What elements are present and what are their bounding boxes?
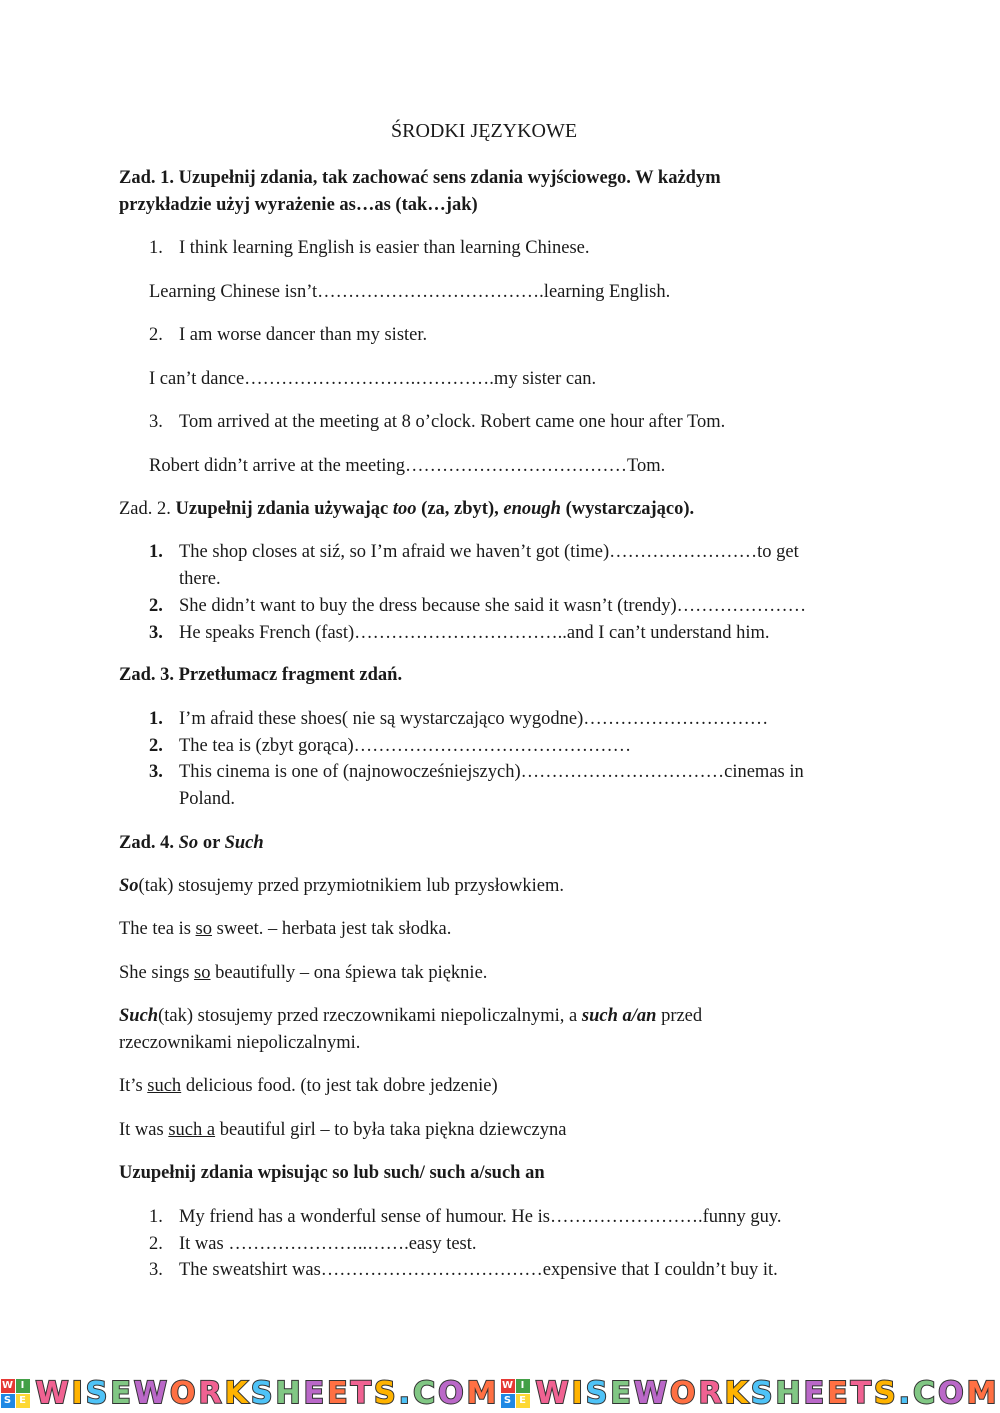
zad2-item-2 [149,593,806,620]
such-a-an-term: such a/an [581,1006,657,1026]
item-number: 3. [149,762,163,782]
item-text: Tom arrived at the meeting at 8 o’clock. Robert came one hour after Tom. [179,412,726,432]
watermark-letter: R [698,1376,725,1411]
watermark-letter: O [669,1376,699,1411]
brand-logo-icon [501,1379,530,1408]
watermark-letter: T [350,1376,375,1411]
zad1-heading-line2: przykładzie użyj wyrażenie as…as (tak…jak) [119,195,478,215]
zad3-heading: Zad. 3. Przetłumacz fragment zdań. [119,665,403,685]
ex-underlined: such [147,1076,182,1096]
brand-logo-icon [1,1379,30,1408]
item-number: 2. [149,736,163,756]
zad1-item-2 [149,322,427,349]
watermark-letter: S [85,1376,111,1411]
watermark-letter: R [198,1376,225,1411]
watermark-letter: E [827,1376,851,1411]
zad4-such: Such [224,833,264,853]
watermark-letter: S [250,1376,276,1411]
zad2-heading [119,496,694,523]
item-number: 2. [149,596,163,616]
zad4-item-2 [149,1231,477,1258]
page-title: ŚRODKI JĘZYKOWE [391,120,578,142]
such-rule-text: (tak) stosujemy przed rzeczownikami niepoliczalnymi, a [158,1006,582,1026]
item-number: 3. [149,412,163,432]
watermark-letter: S [374,1376,399,1411]
watermark-letter: H [275,1376,304,1411]
ex-text: She sings [119,963,195,983]
zad2-item-3 [149,620,770,647]
watermark-letter: I [571,1376,586,1411]
item-text: She didn’t want to buy the dress because she said it wasn’t (trendy)………………… [179,596,807,616]
zad4-so: So [178,833,199,853]
zad3-item-3 [149,759,804,786]
watermark-letter: S [750,1376,776,1411]
watermark-letter: M [966,1376,1000,1411]
ex-underlined: so [195,919,212,939]
zad1-heading-line1: Zad. 1. Uzupełnij zdania, tak zachować sens zdania wyjściowego. W każdym [119,168,721,188]
ex-text: delicious food. (to jest tak dobre jedzenie) [181,1076,498,1096]
watermark-letter: C [413,1376,439,1411]
logo-cell: W [2,1380,14,1391]
watermark-letter: C [913,1376,939,1411]
zad4-heading [119,830,264,857]
logo-cell: S [501,1394,515,1408]
zad4-task-heading: Uzupełnij zdania wpisując so lub such/ such a/such an [119,1163,545,1183]
watermark-letter: K [724,1376,751,1411]
item-text: I’m afraid these shoes( nie są wystarczająco wygodne)………………………… [179,709,769,729]
item-text: I think learning English is easier than learning Chinese. [179,238,590,258]
watermark-letter: W [35,1376,72,1411]
watermark-letter: E [303,1376,328,1411]
item-number: 1. [149,542,163,562]
watermark-letter: . [398,1376,414,1411]
zad2-heading-b: (za, zbyt), [416,499,504,519]
watermark-letter: S [585,1376,611,1411]
watermark-letter: . [898,1376,914,1411]
such-example-1 [119,1073,498,1100]
item-text: My friend has a wonderful sense of humour. He is…………………….funny guy. [179,1207,782,1227]
watermark-letter: E [803,1376,828,1411]
zad1-item-3 [149,409,725,436]
zad2-item-1-cont: there. [179,569,221,589]
item-text: I am worse dancer than my sister. [179,325,428,345]
item-number: 1. [149,709,163,729]
so-rule-text: (tak) stosujemy przed przymiotnikiem lub przysłowkiem. [138,876,564,896]
item-text: He speaks French (fast)……………………………..and I can’t understand him. [179,623,770,643]
ex-underlined: such a [168,1120,216,1140]
watermark-letter: S [874,1376,899,1411]
logo-cell: S [1,1394,15,1408]
zad2-prefix: Zad. 2. [119,499,176,519]
watermark-letter: M [466,1376,500,1411]
so-rule [119,873,564,900]
item-text: The sweatshirt was………………………………expensive that I couldn’t buy it. [179,1260,778,1280]
logo-cell: I [16,1379,30,1393]
ex-text: sweet. – herbata jest tak słodka. [212,919,452,939]
logo-cell: W [502,1380,514,1391]
ex-text: It was [119,1120,169,1140]
zad2-item-1 [149,539,799,566]
logo-cell: I [516,1379,530,1393]
so-term: So [119,876,139,896]
ex-text: beautiful girl – to była taka piękna dziewczyna [215,1120,567,1140]
zad2-heading-c: (wystarczająco). [560,499,695,519]
such-rule-text-b: przed [656,1006,703,1026]
watermark-left [1,1376,500,1411]
zad3-item-1 [149,706,768,733]
zad1-answer-2: I can’t dance……………………….………….my sister can. [149,369,597,389]
watermark-letter: O [938,1376,967,1411]
item-text: The shop closes at siź, so I’m afraid we haven’t got (time)……………………to get [179,542,799,562]
ex-text: beautifully – ona śpiewa tak pięknie. [210,963,488,983]
item-text: It was …………………..…….easy test. [179,1234,477,1254]
zad3-item-2 [149,733,631,760]
watermark-letter: O [438,1376,467,1411]
watermark-letter: W [633,1376,670,1411]
zad3-item-3-cont: Poland. [179,789,236,809]
logo-cell: E [16,1394,30,1408]
item-number: 1. [149,238,163,258]
such-rule-cont: rzeczownikami niepoliczalnymi. [119,1033,361,1053]
such-rule [119,1003,702,1030]
zad4-item-1 [149,1204,782,1231]
watermark-text [536,1376,1000,1411]
zad4-prefix: Zad. 4. [119,833,179,853]
item-number: 2. [149,1234,163,1254]
watermark-letter: E [610,1376,634,1411]
such-term: Such [119,1006,159,1026]
watermark-letter: H [775,1376,804,1411]
zad1-answer-1: Learning Chinese isn’t……………………………….learning English. [149,282,671,302]
zad4-item-3 [149,1257,778,1284]
watermark-letter: O [169,1376,199,1411]
ex-text: It’s [119,1076,148,1096]
so-example-2 [119,960,487,987]
item-number: 3. [149,623,163,643]
such-example-2 [119,1117,566,1144]
item-text: The tea is (zbyt gorąca)……………………………………… [179,736,632,756]
watermark-right [501,1376,1000,1411]
so-example-1 [119,916,451,943]
watermark-letter: I [71,1376,86,1411]
zad1-item-1 [149,235,590,262]
item-number: 3. [149,1260,163,1280]
watermark-letter: E [327,1376,351,1411]
watermark-letter: E [110,1376,134,1411]
watermark-letter: T [850,1376,875,1411]
watermark-text [36,1376,500,1411]
footer-watermark [0,1374,1000,1413]
watermark-letter: W [535,1376,572,1411]
item-number: 2. [149,325,163,345]
logo-cell: E [516,1394,530,1408]
item-text: This cinema is one of (najnowocześniejszych)……………………………cinemas in [179,762,804,782]
ex-underlined: so [194,963,211,983]
ex-text: The tea is [119,919,196,939]
watermark-letter: K [224,1376,251,1411]
zad2-enough: enough [503,499,561,519]
zad4-or: or [198,833,225,853]
item-number: 1. [149,1207,163,1227]
zad2-heading-a: Uzupełnij zdania używając [175,499,393,519]
zad1-answer-3: Robert didn’t arrive at the meeting………………………………Tom. [149,456,666,476]
watermark-letter: W [133,1376,170,1411]
zad2-too: too [392,499,417,519]
